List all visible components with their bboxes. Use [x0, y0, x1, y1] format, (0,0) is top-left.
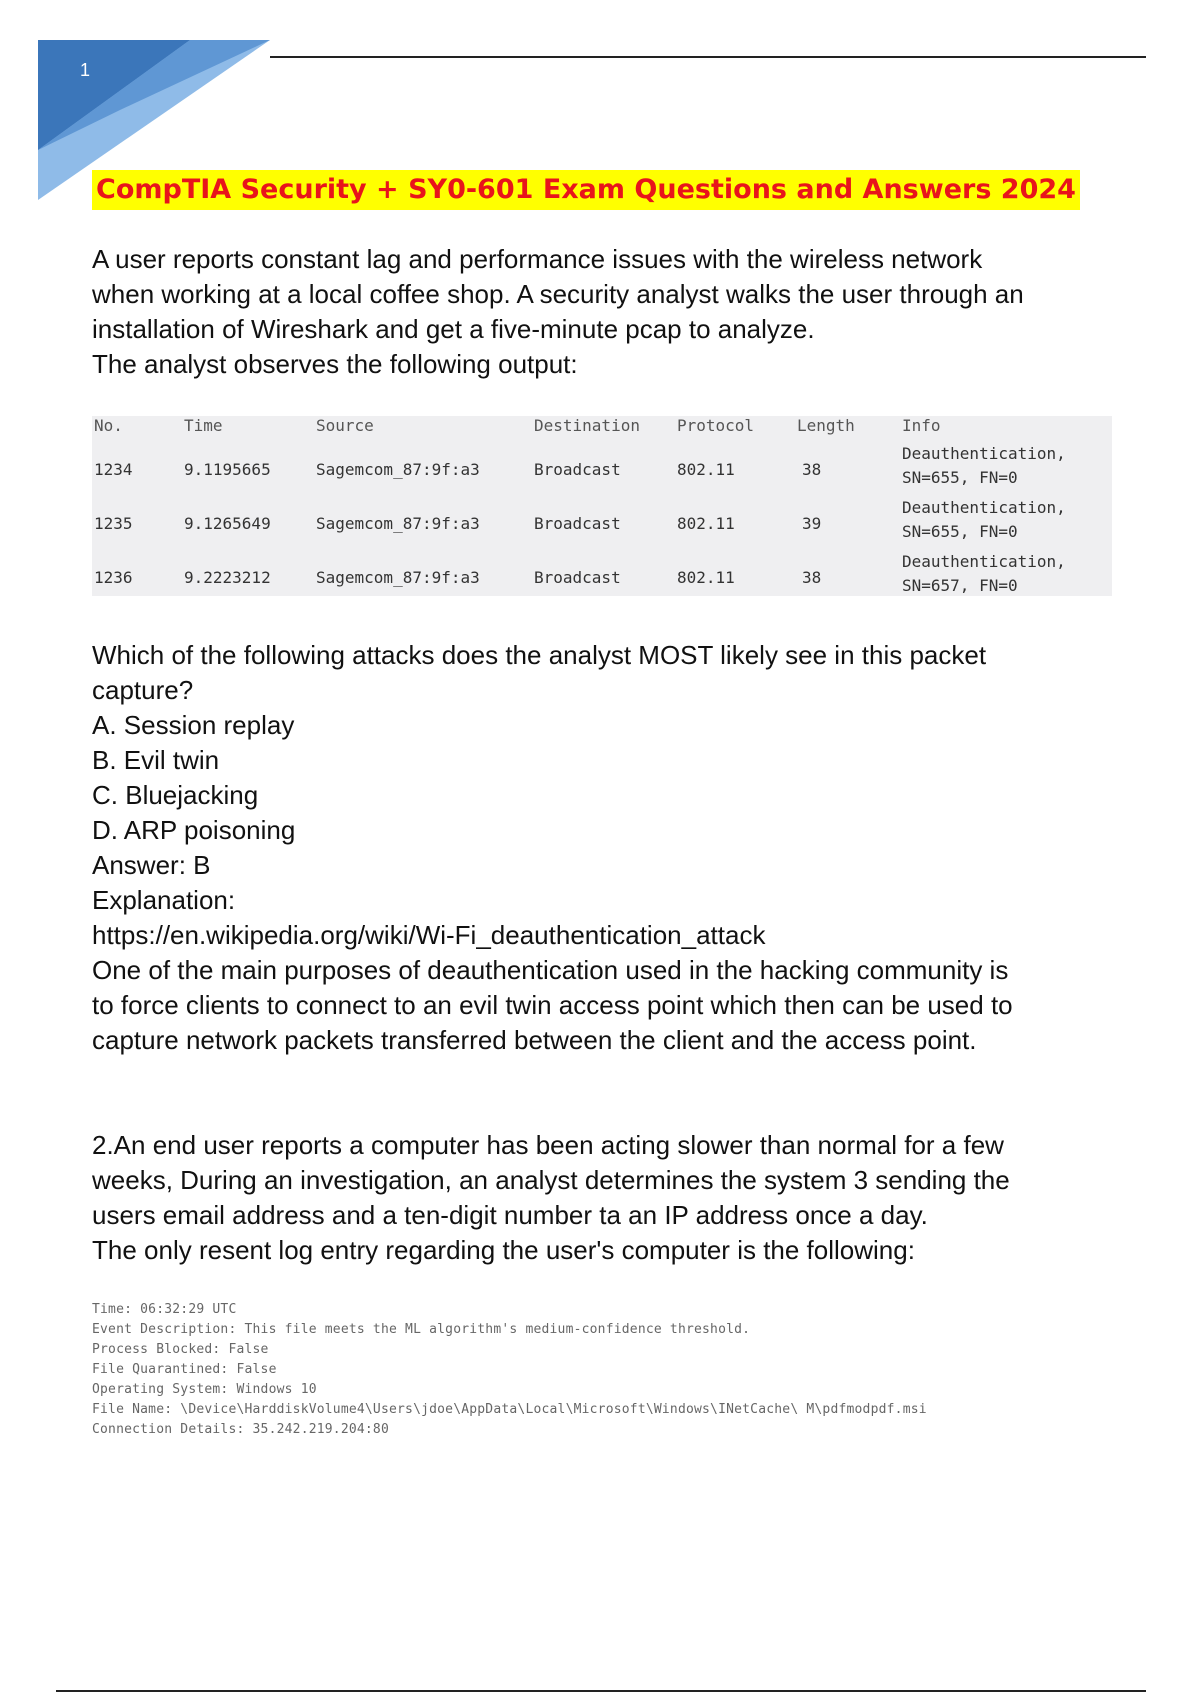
q1-intro-line: when working at a local coffee shop. A security analyst walks the user through an — [92, 279, 1024, 309]
page-number: 1 — [80, 60, 91, 80]
pcap-cell-info-detail: SN=657, FN=0 — [902, 576, 1018, 595]
q1-option-a: A. Session replay — [92, 710, 295, 740]
pcap-cell-time: 9.1265649 — [184, 514, 271, 533]
pcap-cell-source: Sagemcom_87:9f:a3 — [316, 568, 480, 587]
pcap-cell-protocol: 802.11 — [677, 568, 735, 587]
header-rule — [270, 56, 1146, 58]
pcap-header-no: No. — [94, 416, 123, 435]
log-line: File Quarantined: False — [92, 1362, 277, 1377]
pcap-cell-no: 1236 — [94, 568, 133, 587]
pcap-cell-time: 9.2223212 — [184, 568, 271, 587]
q1-intro — [92, 242, 1132, 382]
q1-question-line: capture? — [92, 675, 194, 705]
pcap-header-protocol: Protocol — [677, 416, 755, 435]
pcap-cell-protocol: 802.11 — [677, 514, 735, 533]
q1-explanation-label: Explanation: — [92, 885, 236, 915]
pcap-table — [92, 416, 1112, 596]
q1-explanation-line: to force clients to connect to an evil twin access point which then can be used to — [92, 990, 1013, 1020]
pcap-cell-info: Deauthentication, — [902, 552, 1066, 571]
pcap-cell-no: 1235 — [94, 514, 133, 533]
log-line: File Name: \Device\HarddiskVolume4\Users\jdoe\AppData\Local\Microsoft\Windows\INetCache\ M\pdfmodpdf.msi — [92, 1402, 927, 1417]
log-line: Event Description: This file meets the ML algorithm's medium-confidence threshold. — [92, 1322, 751, 1337]
pcap-cell-protocol: 802.11 — [677, 460, 735, 479]
q1-option-c: C. Bluejacking — [92, 780, 259, 810]
pcap-cell-info: Deauthentication, — [902, 444, 1066, 463]
pcap-cell-info-detail: SN=655, FN=0 — [902, 522, 1018, 541]
pcap-cell-length: 38 — [802, 460, 822, 479]
q2-intro-line: users email address and a ten-digit number ta an IP address once a day. — [92, 1200, 928, 1230]
log-line: Connection Details: 35.242.219.204:80 — [92, 1422, 389, 1437]
pcap-cell-info: Deauthentication, — [902, 498, 1066, 517]
pcap-cell-source: Sagemcom_87:9f:a3 — [316, 514, 480, 533]
pcap-header-info: Info — [902, 416, 941, 435]
pcap-header-time: Time — [184, 416, 223, 435]
q2-intro-line: The only resent log entry regarding the user's computer is the following: — [92, 1235, 915, 1265]
log-line: Process Blocked: False — [92, 1342, 269, 1357]
log-line: Time: 06:32:29 UTC — [92, 1302, 237, 1317]
q1-intro-line: The analyst observes the following output: — [92, 349, 578, 379]
pcap-cell-length: 39 — [802, 514, 822, 533]
q2-intro — [92, 1128, 1132, 1268]
pcap-cell-source: Sagemcom_87:9f:a3 — [316, 460, 480, 479]
q1-explanation-link[interactable]: https://en.wikipedia.org/wiki/Wi-Fi_deauthentication_attack — [92, 920, 766, 950]
q1-intro-line: A user reports constant lag and performance issues with the wireless network — [92, 244, 983, 274]
q2-intro-line: 2.An end user reports a computer has been acting slower than normal for a few — [92, 1130, 1004, 1160]
pcap-header-destination: Destination — [534, 416, 640, 435]
pcap-cell-time: 9.1195665 — [184, 460, 271, 479]
footer-rule — [56, 1690, 1146, 1692]
pcap-cell-no: 1234 — [94, 460, 133, 479]
q1-intro-line: installation of Wireshark and get a five-minute pcap to analyze. — [92, 314, 815, 344]
pcap-header-source: Source — [316, 416, 374, 435]
pcap-cell-info-detail: SN=655, FN=0 — [902, 468, 1018, 487]
q1-explanation-line: One of the main purposes of deauthentication used in the hacking community is — [92, 955, 1009, 985]
pcap-cell-destination: Broadcast — [534, 514, 621, 533]
pcap-header-length: Length — [797, 416, 855, 435]
q1-option-d: D. ARP poisoning — [92, 815, 296, 845]
q1-body — [92, 638, 1132, 1058]
q1-explanation-line: capture network packets transferred between the client and the access point. — [92, 1025, 977, 1055]
log-line: Operating System: Windows 10 — [92, 1382, 317, 1397]
q1-answer: Answer: B — [92, 850, 211, 880]
pcap-cell-destination: Broadcast — [534, 568, 621, 587]
q1-option-b: B. Evil twin — [92, 745, 220, 775]
q2-log-entry — [92, 1300, 1112, 1440]
document-title: CompTIA Security + SY0-601 Exam Questions and Answers 2024 — [92, 170, 1080, 210]
q2-intro-line: weeks, During an investigation, an analyst determines the system 3 sending the — [92, 1165, 1010, 1195]
q1-question-line: Which of the following attacks does the analyst MOST likely see in this packet — [92, 640, 987, 670]
pcap-cell-destination: Broadcast — [534, 460, 621, 479]
pcap-cell-length: 38 — [802, 568, 822, 587]
